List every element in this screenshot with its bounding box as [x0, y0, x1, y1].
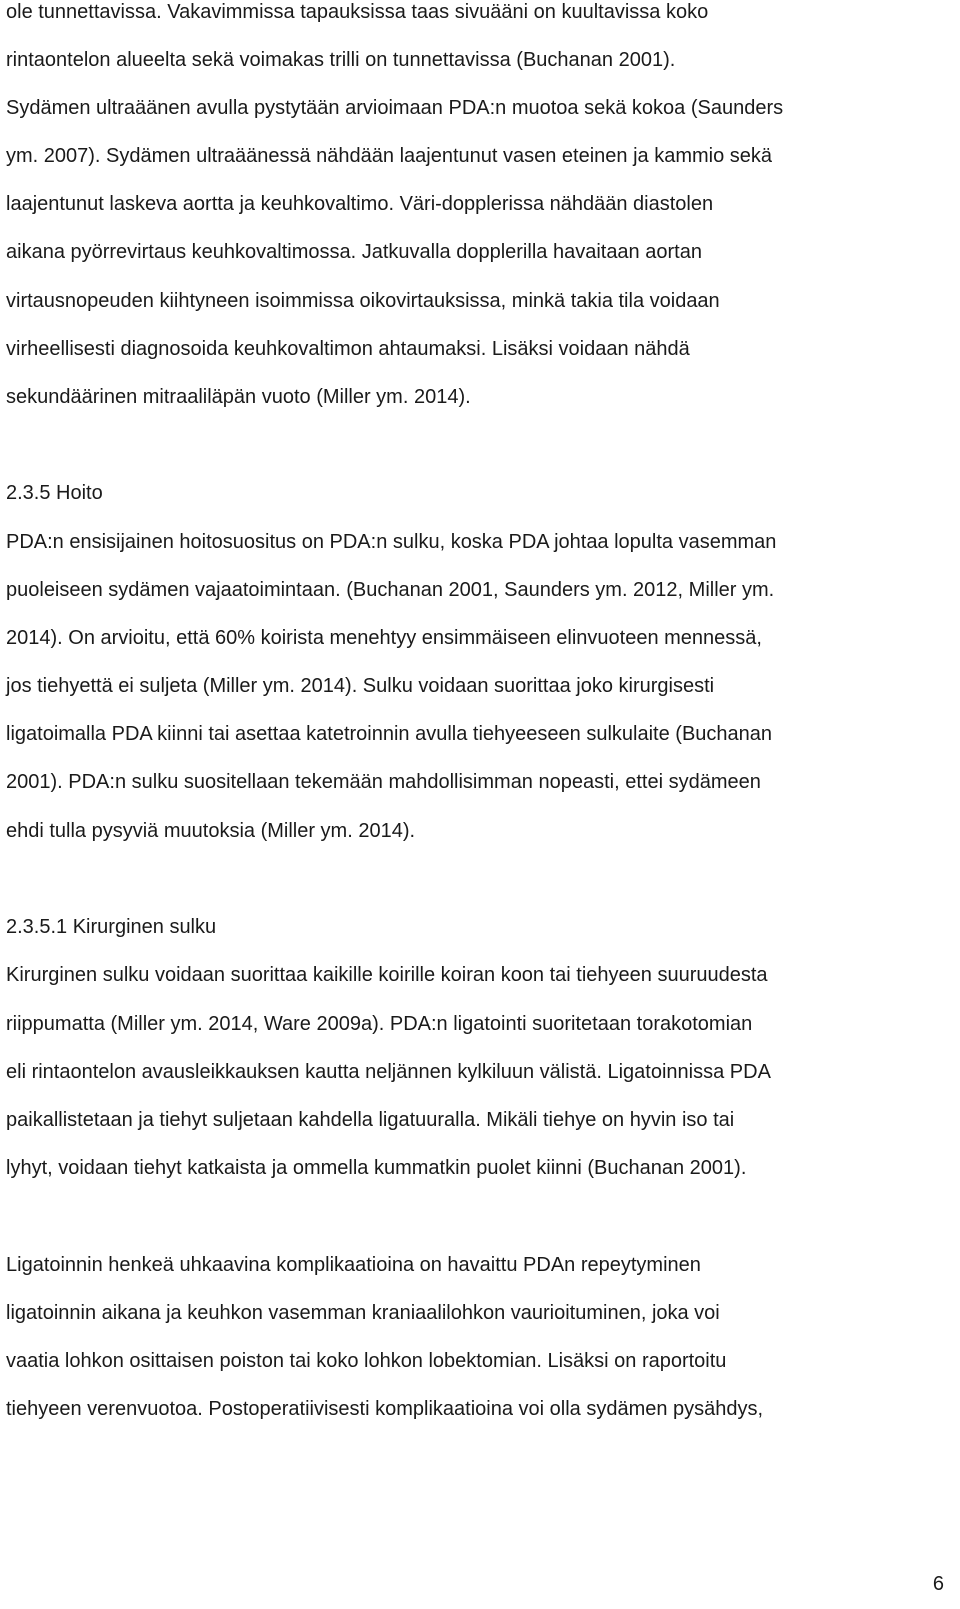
text-line: tiehyeen verenvuotoa. Postoperatiivisesti komplikaatioina voi olla sydämen pysähdys, — [6, 1398, 764, 1420]
text-line: riippumatta (Miller ym. 2014, Ware 2009a). PDA:n ligatointi suoritetaan torakotomian — [6, 1013, 753, 1035]
text-line: PDA:n ensisijainen hoitosuositus on PDA:n sulku, koska PDA johtaa lopulta vasemman — [6, 531, 777, 553]
text-line: 2014). On arvioitu, että 60% koirista menehtyy ensimmäiseen elinvuoteen mennessä, — [6, 627, 762, 649]
text-line: vaatia lohkon osittaisen poiston tai koko lohkon lobektomian. Lisäksi on raportoitu — [6, 1350, 727, 1372]
text-line: virheellisesti diagnosoida keuhkovaltimon ahtaumaksi. Lisäksi voidaan nähdä — [6, 338, 690, 360]
text-line: ehdi tulla pysyviä muutoksia (Miller ym. 2014). — [6, 820, 416, 842]
text-line: Ligatoinnin henkeä uhkaavina komplikaatioina on havaittu PDAn repeytyminen — [6, 1254, 701, 1276]
text-line: jos tiehyettä ei suljeta (Miller ym. 2014). Sulku voidaan suorittaa joko kirurgisesti — [6, 675, 715, 697]
text-line: virtausnopeuden kiihtyneen isoimmissa oikovirtauksissa, minkä takia tila voidaan — [6, 290, 720, 312]
text-line: rintaontelon alueelta sekä voimakas trilli on tunnettavissa (Buchanan 2001). — [6, 49, 676, 71]
text-line: ole tunnettavissa. Vakavimmissa tapauksissa taas sivuääni on kuultavissa koko — [6, 1, 709, 23]
subsection-heading: 2.3.5.1 Kirurginen sulku — [6, 916, 217, 938]
text-line: paikallistetaan ja tiehyt suljetaan kahdella ligatuuralla. Mikäli tiehye on hyvin iso tai — [6, 1109, 735, 1131]
text-line: puoleiseen sydämen vajaatoimintaan. (Buchanan 2001, Saunders ym. 2012, Miller ym. — [6, 579, 775, 601]
text-line: ligatoinnin aikana ja keuhkon vasemman kraniaalilohkon vaurioituminen, joka voi — [6, 1302, 720, 1324]
text-line: laajentunut laskeva aortta ja keuhkovaltimo. Väri-dopplerissa nähdään diastolen — [6, 193, 714, 215]
text-line: 2001). PDA:n sulku suositellaan tekemään mahdollisimman nopeasti, ettei sydämeen — [6, 771, 761, 793]
section-heading: 2.3.5 Hoito — [6, 482, 103, 504]
text-line: sekundäärinen mitraaliläpän vuoto (Miller ym. 2014). — [6, 386, 471, 408]
text-line: Kirurginen sulku voidaan suorittaa kaikille koirille koiran koon tai tiehyeen suuruudesta — [6, 964, 768, 986]
text-line: lyhyt, voidaan tiehyt katkaista ja ommella kummatkin puolet kiinni (Buchanan 2001). — [6, 1157, 747, 1179]
text-line: eli rintaontelon avausleikkauksen kautta neljännen kylkiluun välistä. Ligatoinnissa PDA — [6, 1061, 771, 1083]
text-line: Sydämen ultraäänen avulla pystytään arvioimaan PDA:n muotoa sekä kokoa (Saunders — [6, 97, 784, 119]
text-line: ligatoimalla PDA kiinni tai asettaa katetroinnin avulla tiehyeeseen sulkulaite (Buchanan — [6, 723, 773, 745]
page-number: 6 — [932, 1573, 944, 1595]
text-line: ym. 2007). Sydämen ultraäänessä nähdään laajentunut vasen eteinen ja kammio sekä — [6, 145, 773, 167]
text-line: aikana pyörrevirtaus keuhkovaltimossa. Jatkuvalla dopplerilla havaitaan aortan — [6, 241, 702, 263]
